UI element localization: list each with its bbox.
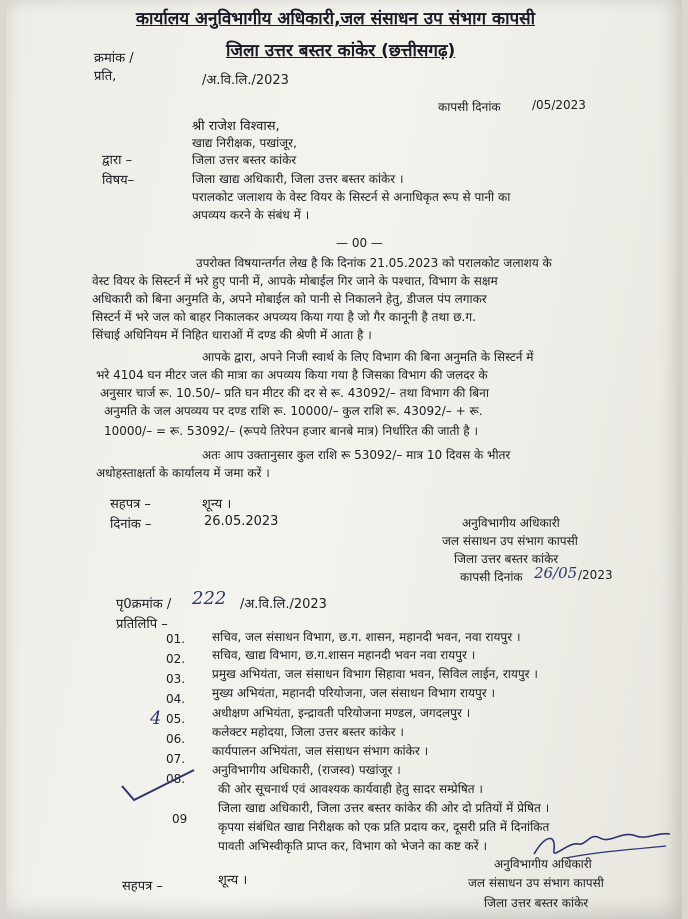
copy-number-rest: /अ.वि.लि./2023 xyxy=(240,597,327,612)
recipient-district: जिला उत्तर बस्तर कांकेर xyxy=(192,153,297,167)
copy-item-text: अधीक्षण अभियंता, इन्द्रावती परियोजना मण्डल, जगदलपुर । xyxy=(212,706,471,720)
copy-item-number: 04. xyxy=(166,692,186,706)
copy-item-number: 02. xyxy=(166,652,186,666)
copy-item-number-09: 09 xyxy=(172,812,188,826)
margin-handwritten-mark: 4 xyxy=(150,708,162,729)
sign1-office: जल संसाधन उप संभाग कापसी xyxy=(442,534,578,548)
body-p2-line1: आपके द्वारा, अपने निजी स्वार्थ के लिए विभाग की बिना अनुमति के सिस्टर्न में xyxy=(202,350,534,364)
sign1-district: जिला उत्तर बस्तर कांकेर xyxy=(454,552,559,566)
body-p3-line2: अधोहस्ताक्षर्ता के कार्यालय में जमा करें । xyxy=(96,466,270,480)
subject-line2: अपव्यय करने के संबंध में । xyxy=(192,208,310,222)
copy-item-number: 03. xyxy=(166,672,186,686)
subject-line1: परालकोट जलाशय के वेस्ट वियर के सिस्टर्न से अनाधिकृत रूप से पानी का xyxy=(192,190,511,204)
sign1-date-year: /2023 xyxy=(578,568,613,582)
copy-tail-line2: जिला खाद्य अधिकारी, जिला उत्तर बस्तर कांकेर की ओर दो प्रतियों में प्रेषित । xyxy=(218,801,550,815)
copy-item-text: प्रमुख अभियंता, जल संसाधन विभाग सिहावा भवन, सिविल लाईन, रायपुर । xyxy=(212,667,538,681)
enclosure2-label: सहपत्र – xyxy=(122,879,163,894)
office-title-line1: कार्यालय अनुविभागीय अधिकारी,जल संसाधन उप संभाग कापसी xyxy=(136,9,536,29)
copy-number-label: पृ0क्रमांक / xyxy=(116,597,172,612)
letter-date: /05/2023 xyxy=(532,98,586,112)
copy-tail-line4: पावती अभिस्वीकृति प्राप्त कर, विभाग को भेजने का कष्ट करें । xyxy=(218,839,488,853)
body-p2-line2: भरे 4104 घन मीटर जल की मात्रा का अपव्यय किया गया है जिसका विभाग की जलदर के xyxy=(96,368,488,382)
enclosure-label: सहपत्र – xyxy=(110,497,151,512)
divider: — 00 — xyxy=(336,236,383,250)
sign2-title: अनुविभागीय अधिकारी xyxy=(494,857,592,871)
enclosure2-value: शून्य । xyxy=(218,873,248,888)
copy-item-text: अनुविभागीय अधिकारी, (राजस्व) पखांजूर । xyxy=(212,763,401,777)
through-value: जिला खाद्य अधिकारी, जिला उत्तर बस्तर कांकेर । xyxy=(192,172,404,186)
copy-item-number: 06. xyxy=(166,732,186,746)
copy-item-text: सचिव, जल संसाधन विभाग, छ.ग. शासन, महानदी भवन, नवा रायपुर । xyxy=(212,630,521,644)
copy-tail-line1: की ओर सूचनार्थ एवं आवश्यक कार्यवाही हेतु सादर सम्प्रेषित । xyxy=(218,782,483,796)
body-p1-line4: सिस्टर्न में भरे जल को बाहर निकालकर अपव्यय किया गया है जो गैर कानूनी है तथा छ.ग. xyxy=(92,310,476,324)
enclosure-value: शून्य । xyxy=(202,497,232,512)
document-page xyxy=(6,0,682,919)
body-p1-line2: वेस्ट वियर के सिस्टर्न में भरे हुए पानी में, आपके मोबाईल गिर जाने के पश्चात, विभाग के सक्षम xyxy=(92,274,498,288)
body-p2-line4: अनुमति के जल अपव्यय पर दण्ड राशि रू. 10000/– कुल राशि रू. 43092/– + रू. xyxy=(104,404,483,418)
pratilipi-label: प्रतिलिपि – xyxy=(116,617,168,632)
copy-item-text: कलेक्टर महोदया, जिला उत्तर बस्तर कांकेर । xyxy=(212,725,404,739)
sign1-place: कापसी दिनांक xyxy=(460,570,523,584)
sign1-title: अनुविभागीय अधिकारी xyxy=(462,516,560,530)
subject-label: विषय– xyxy=(102,173,135,188)
copy-item-number: 07. xyxy=(166,752,186,766)
date-label: दिनांक – xyxy=(110,517,152,532)
place-date-label: कापसी दिनांक xyxy=(438,100,501,114)
copy-item-number: 08. xyxy=(166,772,186,786)
copy-tail-line3: कृपया संबंधित खाद्य निरीक्षक को एक प्रति प्रदाय कर, दूसरी प्रति में दिनांकित xyxy=(218,820,550,834)
body-p1-line1: उपरोक्त विषयान्तर्गत लेख है कि दिनांक 21.05.2023 को परालकोट जलाशय के xyxy=(196,256,552,270)
sign2-office: जल संसाधन उप संभाग कापसी xyxy=(468,876,604,890)
date-value: 26.05.2023 xyxy=(204,514,279,529)
through-label: द्वारा – xyxy=(102,153,133,168)
copy-item-text: सचिव, खाद्य विभाग, छ.ग.शासन महानदी भवन नवा रायपुर । xyxy=(212,648,476,662)
office-title-line2: जिला उत्तर बस्तर कांकेर (छत्तीसगढ़) xyxy=(226,41,456,61)
letter-number: /अ.वि.लि./2023 xyxy=(202,73,289,88)
body-p3-line1: अतः आप उक्तानुसार कुल राशि रू 53092/– मात्र 10 दिवस के भीतर xyxy=(202,448,511,462)
prati-label: प्रति, xyxy=(94,69,117,84)
sign2-district: जिला उत्तर बस्तर कांकेर xyxy=(484,896,589,910)
sign1-date-handwritten: 26/05 xyxy=(534,564,578,582)
copy-item-text: मुख्य अभियंता, महानदी परियोजना, जल संसाधन विभाग रायपुर । xyxy=(212,686,496,700)
body-p1-line5: सिंचाई अधिनियम में निहित धाराओं में दण्ड की श्रेणी में आता है । xyxy=(92,328,372,342)
body-p1-line3: अधिकारी को बिना अनुमति के, अपने मोबाईल को पानी से निकालने हेतु, डीजल पंप लगाकर xyxy=(92,292,487,306)
body-p2-line3: अनुसार चार्ज रू. 10.50/– प्रति घन मीटर की दर से रू. 43092/– तथा विभाग की बिना xyxy=(100,386,489,400)
checkmark-icon xyxy=(118,766,198,806)
copy-item-text: कार्यपालन अभियंता, जल संसाधन संभाग कांकेर । xyxy=(212,744,429,758)
body-p2-line5: 10000/– = रू. 53092/– (रूपये तिरेपन हजार बानबे मात्र) निर्धारित की जाती है । xyxy=(104,424,478,438)
recipient-name: श्री राजेश विश्वास, xyxy=(192,119,280,134)
recipient-designation: खाद्य निरीक्षक, पखांजूर, xyxy=(192,136,297,150)
copy-item-number: 01. xyxy=(166,632,186,646)
copy-number-handwritten: 222 xyxy=(192,588,227,609)
copy-item-number: 05. xyxy=(166,712,186,726)
kramank-label: क्रमांक / xyxy=(94,51,134,66)
